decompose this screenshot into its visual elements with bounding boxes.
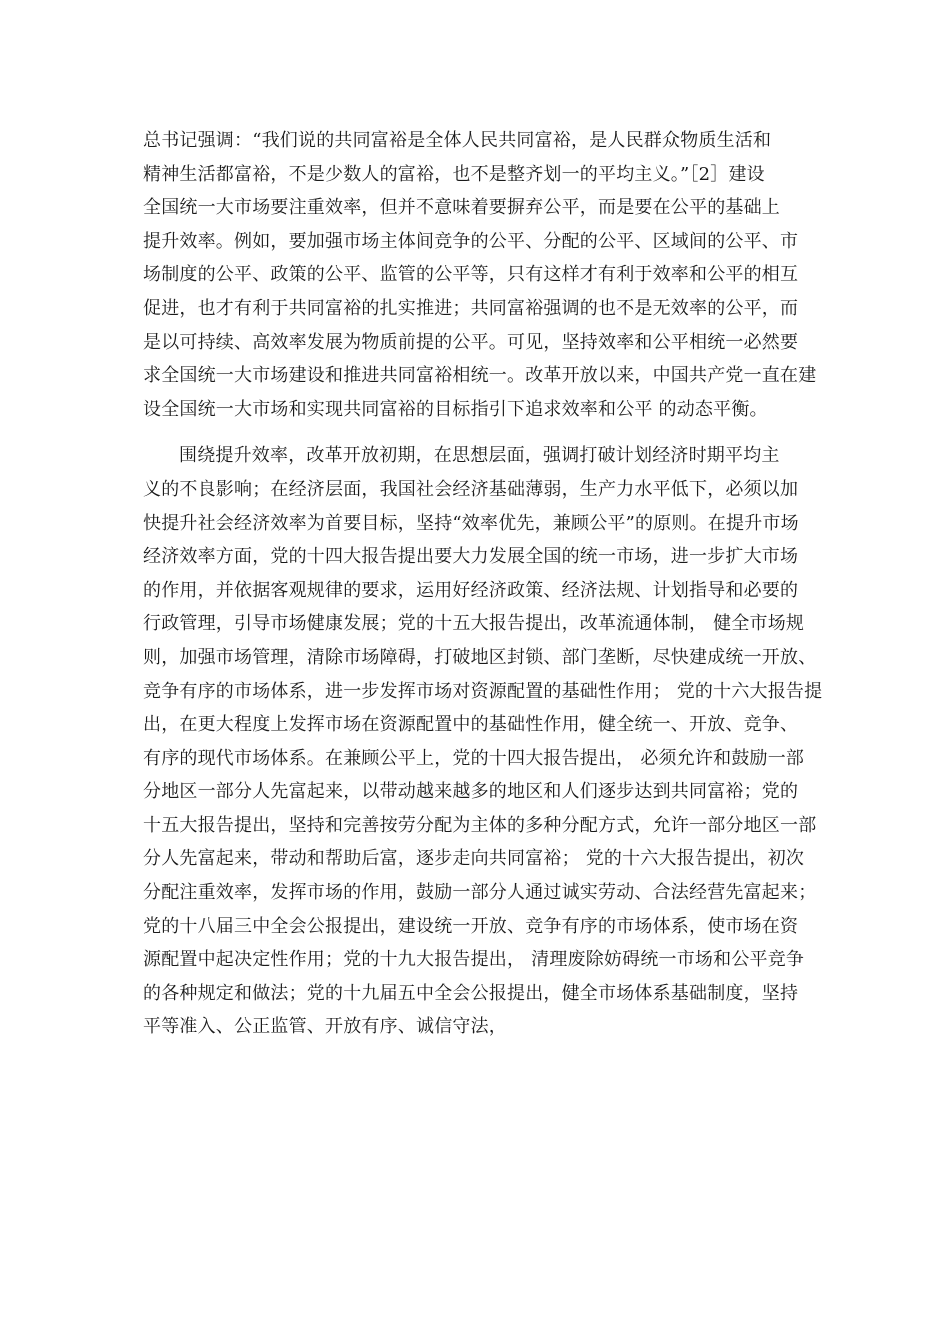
paragraph-1 — [143, 124, 815, 426]
text-line: 经济效率方面，党的十四大报告提出要大力发展全国的统一市场，进一步扩大市场 — [143, 546, 799, 568]
text-line: 场制度的公平、政策的公平、监管的公平等，只有这样才有利于效率和公平的相互 — [143, 264, 799, 286]
text-line: 促进，也才有利于共同富裕的扎实推进；共同富裕强调的也不是无效率的公平，而 — [143, 297, 799, 319]
text-line: 求全国统一大市场建设和推进共同富裕相统一。改革开放以来，中国共产党一直在建 — [143, 365, 817, 387]
text-line: 则，加强市场管理，清除市场障碍，打破地区封锁、部门垄断，尽快建成统一开放、 — [143, 646, 817, 668]
text-line: 提升效率。例如，要加强市场主体间竞争的公平、分配的公平、区域间的公平、市 — [143, 230, 799, 252]
text-line: 党的十八届三中全会公报提出，建设统一开放、竞争有序的市场体系，使市场在资 — [143, 915, 799, 937]
paragraph-2 — [143, 439, 823, 1044]
text-line: 分人先富起来，带动和帮助后富，逐步走向共同富裕； 党的十六大报告提出，初次 — [143, 848, 805, 870]
text-line: 出，在更大程度上发挥市场在资源配置中的基础性作用，健全统一、开放、竞争、 — [143, 714, 799, 736]
text-line: 十五大报告提出，坚持和完善按劳分配为主体的多种分配方式，允许一部分地区一部 — [143, 814, 817, 836]
text-line: 是以可持续、高效率发展为物质前提的公平。可见，坚持效率和公平相统一必然要 — [143, 331, 799, 353]
paragraph-spacer — [143, 426, 815, 439]
text-line: 义的不良影响；在经济层面，我国社会经济基础薄弱，生产力水平低下，必须以加 — [143, 478, 799, 500]
text-line: 行政管理，引导市场健康发展；党的十五大报告提出，改革流通体制， 健全市场规 — [143, 613, 805, 635]
text-line: 平等准入、公正监管、开放有序、诚信守法， — [143, 1016, 507, 1038]
text-line: 的作用，并依据客观规律的要求，运用好经济政策、经济法规、计划指导和必要的 — [143, 579, 799, 601]
text-line: 竞争有序的市场体系，进一步发挥市场对资源配置的基础性作用； 党的十六大报告提 — [143, 680, 823, 702]
body-text — [143, 124, 823, 1044]
text-line: 源配置中起决定性作用；党的十九大报告提出， 清理废除妨碍统一市场和公平竞争 — [143, 949, 805, 971]
text-line: 精神生活都富裕，不是少数人的富裕，也不是整齐划一的平均主义。”［2］建设 — [143, 163, 765, 185]
text-line: 分地区一部分人先富起来，以带动越来越多的地区和人们逐步达到共同富裕；党的 — [143, 781, 799, 803]
text-line: 有序的现代市场体系。在兼顾公平上，党的十四大报告提出， 必须允许和鼓励一部 — [143, 747, 805, 769]
text-line: 总书记强调：“我们说的共同富裕是全体人民共同富裕，是人民群众物质生活和 — [143, 130, 772, 151]
text-line: 分配注重效率，发挥市场的作用，鼓励一部分人通过诚实劳动、合法经营先富起来； — [143, 882, 817, 904]
text-line: 全国统一大市场要注重效率，但并不意味着要摒弃公平，而是要在公平的基础上 — [143, 197, 780, 219]
text-line: 快提升社会经济效率为首要目标，坚持“效率优先，兼顾公平”的原则。在提升市场 — [143, 512, 799, 534]
text-line: 设全国统一大市场和实现共同富裕的目标指引下追求效率和公平 的动态平衡。 — [143, 398, 768, 420]
text-line-first: 围绕提升效率，改革开放初期，在思想层面，强调打破计划经济时期平均主 — [179, 445, 780, 467]
text-line: 的各种规定和做法；党的十九届五中全会公报提出，健全市场体系基础制度，坚持 — [143, 982, 799, 1004]
